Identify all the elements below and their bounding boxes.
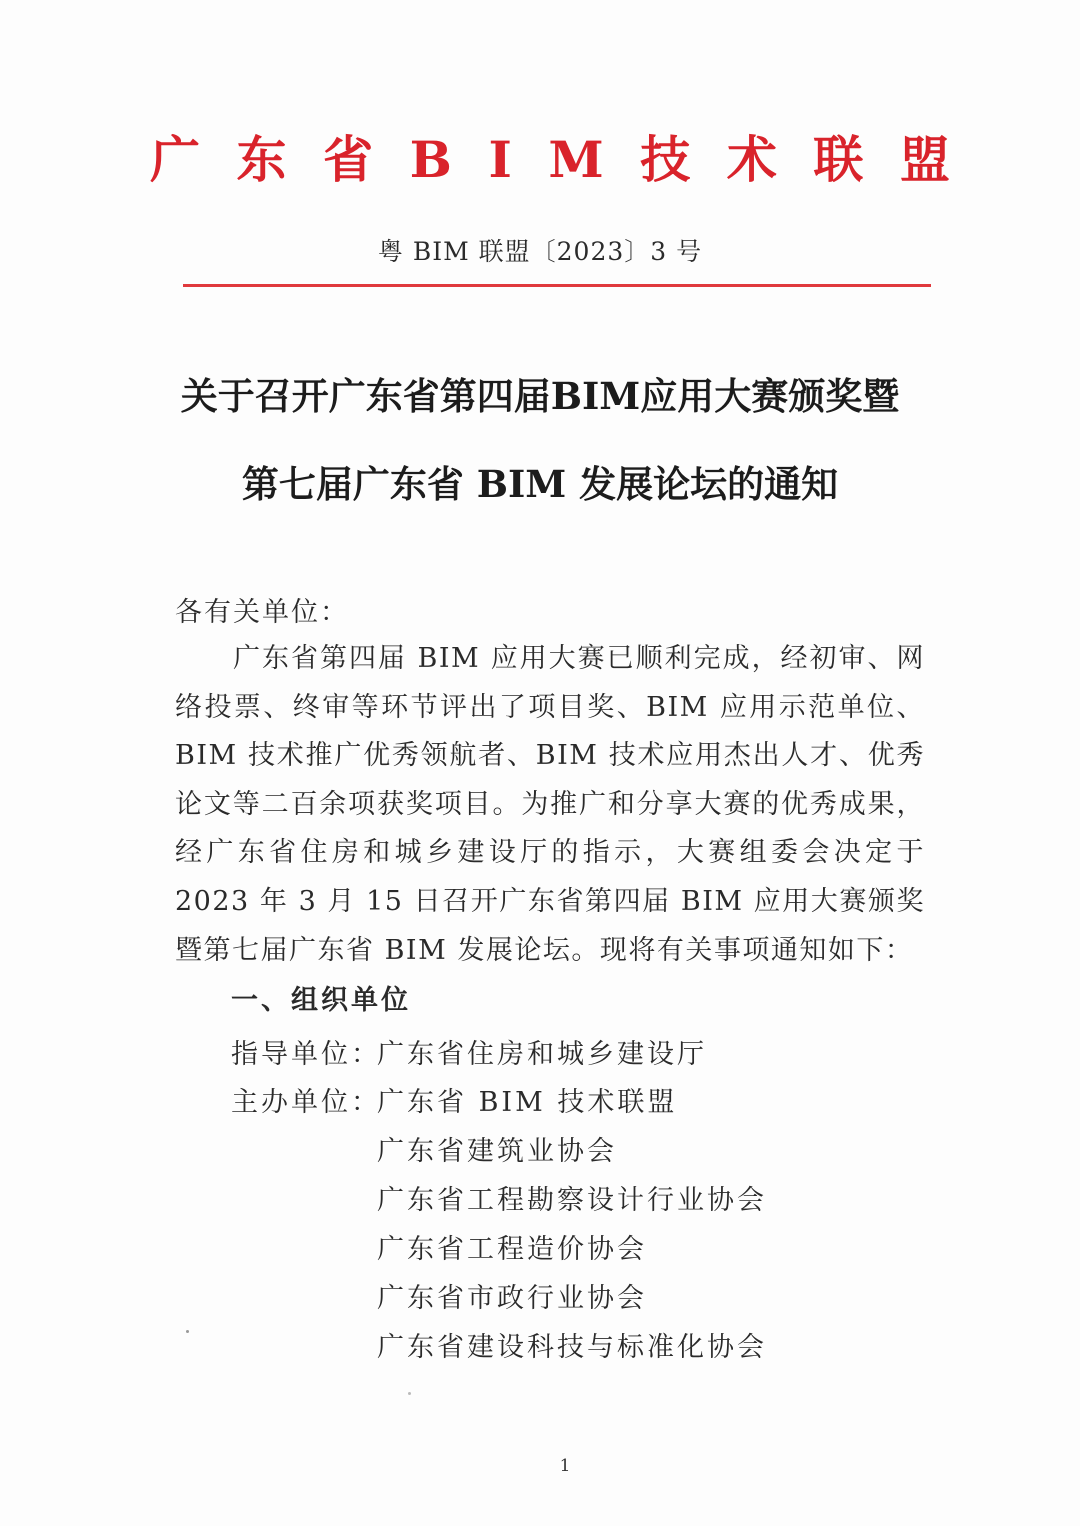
scan-speck: [186, 1330, 189, 1333]
host-unit-item: 广东省工程造价协会: [377, 1234, 647, 1265]
org-header-char: 盟: [899, 130, 950, 189]
host-unit-value: 广东省 BIM 技术联盟: [377, 1087, 678, 1118]
host-unit-item: 广东省工程勘察设计行业协会: [377, 1185, 767, 1216]
title-line-1: 关于召开广东省第四届BIM应用大赛颁奖暨: [180, 374, 900, 418]
host-unit-item: 广东省市政行业协会: [377, 1283, 647, 1314]
org-header-char: 广: [150, 130, 200, 189]
section-heading: 一、组织单位: [231, 985, 411, 1016]
title-line-2: 第七届广东省 BIM 发展论坛的通知: [241, 462, 839, 506]
guide-unit-label: 指导单位：: [231, 1039, 381, 1070]
host-unit-item: 广东省建筑业协会: [377, 1136, 617, 1167]
host-unit-item: 广东省建设科技与标准化协会: [377, 1332, 767, 1363]
org-header-char: M: [548, 130, 604, 189]
host-unit-label: 主办单位：: [231, 1087, 381, 1118]
body-paragraph: 广东省第四届 BIM 应用大赛已顺利完成，经初审、网络投票、终审等环节评出了项目奖、BIM 应用示范单位、BIM 技术推广优秀领航者、BIM 技术应用杰出人才、优秀论文等二百余项获奖项目。为推广和分享大赛的优秀成果，经广东省住房和城乡建设厅的指示，大赛组委会决定于 2023 年 3 月 15 日召开广东省第四届 BIM 应用大赛颁奖暨第七届广东省 BIM 发展论坛。现将有关事项通知如下：: [175, 643, 925, 966]
page-number: 1: [559, 1456, 571, 1476]
org-header-char: I: [488, 130, 512, 189]
guide-unit-row: [231, 1032, 707, 1071]
org-header-char: 技: [640, 130, 691, 189]
org-header-char: 术: [726, 130, 777, 189]
org-header-char: 省: [323, 130, 374, 189]
org-header: [150, 128, 950, 192]
org-header-char: 东: [236, 130, 287, 189]
header-divider: [183, 284, 931, 287]
guide-unit-value: 广东省住房和城乡建设厅: [377, 1039, 707, 1070]
scan-speck: [408, 1392, 411, 1395]
salutation: 各有关单位：: [175, 597, 349, 628]
host-unit-row: [231, 1080, 677, 1119]
org-header-char: 联: [813, 130, 864, 189]
org-header-char: B: [409, 130, 452, 189]
document-number: 粤 BIM 联盟〔2023〕3 号: [377, 237, 703, 266]
